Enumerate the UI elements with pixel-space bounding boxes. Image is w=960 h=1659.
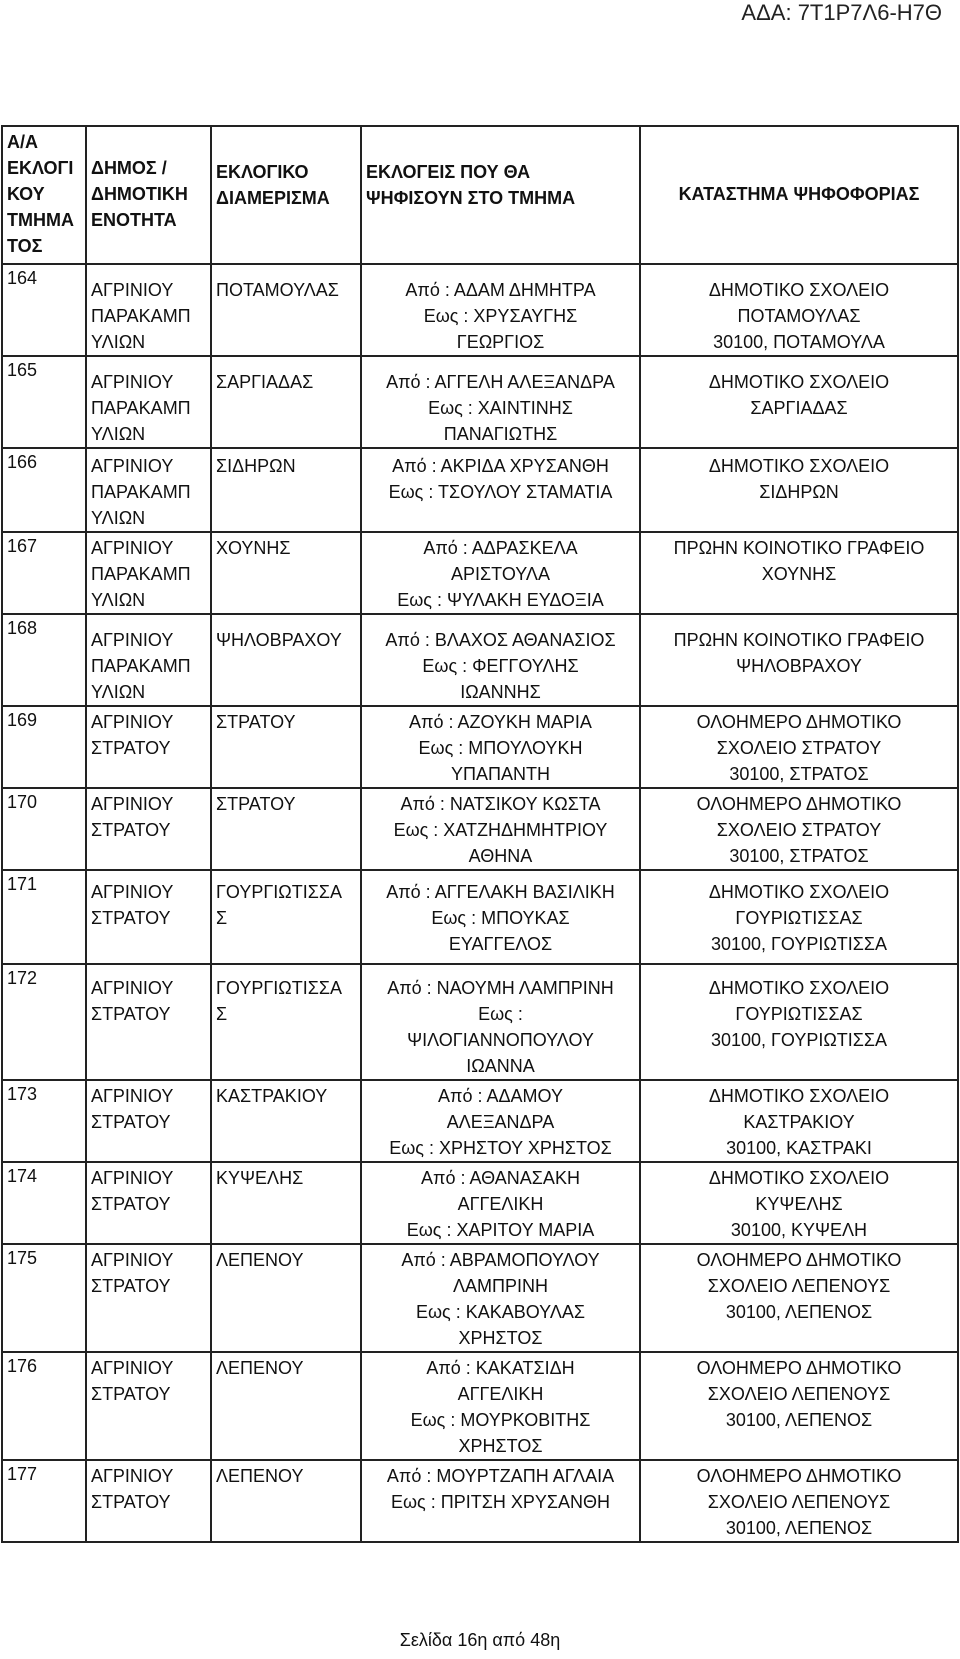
voters-range-line: ΙΩΑΝΝΗΣ [460,682,541,702]
polling-station [640,1244,958,1352]
municipality [86,964,211,1080]
voters-range-line: Από : ΜΟΥΡΤΖΑΠΗ ΑΓΛΑΙΑ [386,1466,615,1486]
table-row [2,1460,958,1542]
electoral-district-line: ΛΕΠΕΝΟΥ [216,1358,304,1378]
municipality [86,264,211,356]
electoral-district [211,1352,361,1460]
municipality-line: ΑΓΡΙΝΙΟΥ [91,456,174,476]
electoral-district [211,614,361,706]
section-number: 171 [2,870,86,964]
municipality [86,1352,211,1460]
voters-range [361,870,640,964]
municipality-line: ΑΓΡΙΝΙΟΥ [91,794,174,814]
polling-station-line: ΠΡΩΗΝ ΚΟΙΝΟΤΙΚΟ ΓΡΑΦΕΙΟ [673,630,925,650]
municipality-line: ΣΤΡΑΤΟΥ [91,820,171,840]
polling-station-line: 30100, ΓΟΥΡΙΩΤΙΣΣΑ [710,934,888,954]
voters-range-line: Από : ΚΑΚΑΤΣΙΔΗ [426,1358,575,1378]
polling-station-line: ΓΟΥΡΙΩΤΙΣΣΑΣ [735,1004,863,1024]
voters-range-line: Από : ΑΘΑΝΑΣΑΚΗ [421,1168,580,1188]
polling-station-line: ΔΗΜΟΤΙΚΟ ΣΧΟΛΕΙΟ [708,882,890,902]
electoral-district-line: ΛΕΠΕΝΟΥ [216,1466,304,1486]
municipality-line: ΠΑΡΑΚΑΜΠ [91,656,191,676]
electoral-district-line: ΧΟΥΝΗΣ [216,538,291,558]
polling-station-line: 30100, ΛΕΠΕΝΟΣ [725,1518,873,1538]
section-number: 167 [2,532,86,614]
voters-range-line: Εως : ΧΡΗΣΤΟΥ ΧΡΗΣΤΟΣ [389,1138,612,1158]
polling-station-line: ΚΑΣΤΡΑΚΙΟΥ [743,1112,855,1132]
electoral-district [211,788,361,870]
voters-range-line: ΓΕΩΡΓΙΟΣ [456,332,545,352]
electoral-district-line: ΓΟΥΡΓΙΩΤΙΣΣΑ [216,882,342,902]
polling-station [640,1352,958,1460]
voters-range-line: Από : ΑΓΓΕΛΗ ΑΛΕΞΑΝΔΡΑ [386,372,615,392]
electoral-district [211,1244,361,1352]
voters-range-line: ΑΡΙΣΤΟΥΛΑ [451,564,550,584]
municipality [86,1244,211,1352]
voters-range-line: ΑΓΓΕΛΙΚΗ [457,1384,544,1404]
polling-station-line: 30100, ΠΟΤΑΜΟΥΛΑ [713,332,885,352]
electoral-district [211,356,361,448]
municipality-line: ΥΛΙΩΝ [91,682,146,702]
polling-station-line: ΟΛΟΗΜΕΡΟ ΔΗΜΟΤΙΚΟ [696,1466,902,1486]
voters-range [361,1080,640,1162]
voters-range-line: Εως : ΜΠΟΥΛΟΥΚΗ [418,738,583,758]
polling-station-line: ΔΗΜΟΤΙΚΟ ΣΧΟΛΕΙΟ [708,1086,890,1106]
section-number: 173 [2,1080,86,1162]
polling-station-line: ΣΑΡΓΙΑΔΑΣ [750,398,848,418]
electoral-district [211,1162,361,1244]
electoral-district [211,448,361,532]
section-number: 172 [2,964,86,1080]
polling-station-line: 30100, ΣΤΡΑΤΟΣ [729,764,869,784]
municipality-line: ΑΓΡΙΝΙΟΥ [91,1358,174,1378]
voters-range-line: Από : ΝΑΟΥΜΗ ΛΑΜΠΡΙΝΗ [387,978,614,998]
municipality [86,448,211,532]
polling-station [640,448,958,532]
municipality-line: ΑΓΡΙΝΙΟΥ [91,978,174,998]
voters-range [361,706,640,788]
municipality-line: ΥΛΙΩΝ [91,508,146,528]
electoral-district-line: ΣΤΡΑΤΟΥ [216,712,296,732]
polling-station-line: ΣΧΟΛΕΙΟ ΣΤΡΑΤΟΥ [716,738,882,758]
table-row [2,532,958,614]
table-row [2,964,958,1080]
voters-range-line: ΙΩΑΝΝΑ [466,1056,535,1076]
polling-station-line: ΧΟΥΝΗΣ [761,564,837,584]
voters-range [361,964,640,1080]
polling-station [640,870,958,964]
municipality [86,1162,211,1244]
section-number: 174 [2,1162,86,1244]
voters-range-line: Από : ΒΛΑΧΟΣ ΑΘΑΝΑΣΙΟΣ [385,630,616,650]
polling-station-line: 30100, ΓΟΥΡΙΩΤΙΣΣΑ [710,1030,888,1050]
electoral-district-line: ΓΟΥΡΓΙΩΤΙΣΣΑ [216,978,342,998]
municipality [86,356,211,448]
section-number: 177 [2,1460,86,1542]
voters-range [361,1162,640,1244]
voters-range [361,1244,640,1352]
municipality-line: ΣΤΡΑΤΟΥ [91,1492,171,1512]
voters-range-line: Εως : ΚΑΚΑΒΟΥΛΑΣ [415,1302,585,1322]
polling-station [640,356,958,448]
polling-station [640,614,958,706]
section-number: 176 [2,1352,86,1460]
municipality-line: ΑΓΡΙΝΙΟΥ [91,1250,174,1270]
polling-station-line: ΔΗΜΟΤΙΚΟ ΣΧΟΛΕΙΟ [708,456,890,476]
voters-range-line: ΧΡΗΣΤΟΣ [458,1328,543,1348]
table-row [2,706,958,788]
electoral-district-line: ΨΗΛΟΒΡΑΧΟΥ [216,630,342,650]
polling-station-line: ΔΗΜΟΤΙΚΟ ΣΧΟΛΕΙΟ [708,372,890,392]
municipality-line: ΑΓΡΙΝΙΟΥ [91,1466,174,1486]
electoral-district-line: ΣΤΡΑΤΟΥ [216,794,296,814]
voters-range-line: ΑΛΕΞΑΝΔΡΑ [446,1112,555,1132]
electoral-district [211,264,361,356]
section-number: 164 [2,264,86,356]
header-municipality: ΔΗΜΟΣ / ΔΗΜΟΤΙΚΗ ΕΝΟΤΗΤΑ [86,126,211,264]
municipality-line: ΠΑΡΑΚΑΜΠ [91,306,191,326]
electoral-district-line: Σ [216,1004,228,1024]
municipality-line: ΠΑΡΑΚΑΜΠ [91,482,191,502]
municipality-line: ΥΛΙΩΝ [91,424,146,444]
voters-range-line: Εως : ΧΡΥΣΑΥΓΗΣ [423,306,578,326]
voters-range-line: Από : ΑΓΓΕΛΑΚΗ ΒΑΣΙΛΙΚΗ [386,882,615,902]
voters-range-line: ΑΘΗΝΑ [468,846,533,866]
table-row [2,1352,958,1460]
voters-range-line: Από : ΑΔΡΑΣΚΕΛΑ [423,538,578,558]
polling-station-line: ΟΛΟΗΜΕΡΟ ΔΗΜΟΤΙΚΟ [696,794,902,814]
municipality-line: ΑΓΡΙΝΙΟΥ [91,372,174,392]
polling-station-line: 30100, ΛΕΠΕΝΟΣ [725,1410,873,1430]
table-row [2,614,958,706]
municipality-line: ΠΑΡΑΚΑΜΠ [91,564,191,584]
polling-station-line: ΣΧΟΛΕΙΟ ΛΕΠΕΝΟΥΣ [707,1384,891,1404]
polling-station [640,788,958,870]
municipality [86,870,211,964]
table-row [2,448,958,532]
electoral-district-line: ΣΙΔΗΡΩΝ [216,456,296,476]
municipality [86,788,211,870]
voters-range-line: Εως : ΧΑΤΖΗΔΗΜΗΤΡΙΟΥ [393,820,608,840]
polling-station [640,532,958,614]
voters-range [361,356,640,448]
voters-range-line: Εως : ΨΥΛΑΚΗ ΕΥΔΟΞΙΑ [397,590,604,610]
table-row [2,788,958,870]
municipality-line: ΑΓΡΙΝΙΟΥ [91,280,174,300]
voters-range-line: ΛΑΜΠΡΙΝΗ [452,1276,549,1296]
polling-station-line: ΟΛΟΗΜΕΡΟ ΔΗΜΟΤΙΚΟ [696,1358,902,1378]
municipality-line: ΣΤΡΑΤΟΥ [91,738,171,758]
municipality-line: ΠΑΡΑΚΑΜΠ [91,398,191,418]
electoral-district-line: Σ [216,908,228,928]
polling-station-line: 30100, ΚΥΨΕΛΗ [730,1220,868,1240]
municipality-line: ΑΓΡΙΝΙΟΥ [91,712,174,732]
ada-code: ΑΔΑ: 7Τ1Ρ7Λ6-Η7Θ [741,0,942,25]
polling-station [640,1080,958,1162]
table-header-row [2,126,958,264]
electoral-district [211,532,361,614]
table-row [2,1244,958,1352]
voters-range-line: Εως : ΠΡΙΤΣΗ ΧΡΥΣΑΝΘΗ [390,1492,610,1512]
voters-range-line: ΠΑΝΑΓΙΩΤΗΣ [443,424,558,444]
table-row [2,356,958,448]
page-footer: Σελίδα 16η από 48η [399,1630,561,1650]
voters-range-line: Εως : ΧΑΙΝΤΙΝΗΣ [428,398,573,418]
municipality-line: ΥΛΙΩΝ [91,590,146,610]
voters-range-line: ΨΙΛΟΓΙΑΝΝΟΠΟΥΛΟΥ [407,1030,594,1050]
electoral-district-line: ΛΕΠΕΝΟΥ [216,1250,304,1270]
polling-station-line: 30100, ΣΤΡΑΤΟΣ [729,846,869,866]
polling-station [640,1460,958,1542]
municipality [86,532,211,614]
header-voters: ΕΚΛΟΓΕΙΣ ΠΟΥ ΘΑ ΨΗΦΙΣΟΥΝ ΣΤΟ ΤΜΗΜΑ [361,126,640,264]
voters-range-line: ΥΠΑΠΑΝΤΗ [450,764,550,784]
electoral-district-line: ΚΑΣΤΡΑΚΙΟΥ [216,1086,328,1106]
voters-range [361,614,640,706]
municipality-line: ΣΤΡΑΤΟΥ [91,1384,171,1404]
polling-station-line: ΟΛΟΗΜΕΡΟ ΔΗΜΟΤΙΚΟ [696,1250,902,1270]
voters-range-line: Εως : ΤΣΟΥΛΟΥ ΣΤΑΜΑΤΙΑ [388,482,613,502]
electoral-district-line: ΚΥΨΕΛΗΣ [216,1168,304,1188]
header-electoral-district: ΕΚΛΟΓΙΚΟ ΔΙΑΜΕΡΙΣΜΑ [211,126,361,264]
polling-station [640,706,958,788]
voters-range [361,1460,640,1542]
municipality-line: ΑΓΡΙΝΙΟΥ [91,630,174,650]
polling-stations-table [1,125,959,1543]
municipality-line: ΑΓΡΙΝΙΟΥ [91,1086,174,1106]
electoral-district [211,870,361,964]
voters-range-line: ΑΓΓΕΛΙΚΗ [457,1194,544,1214]
polling-station-line: ΓΟΥΡΙΩΤΙΣΣΑΣ [735,908,863,928]
voters-range-line: Από : ΑΔΑΜΟΥ [438,1086,563,1106]
polling-station-line: ΚΥΨΕΛΗΣ [755,1194,843,1214]
polling-station-line: ΣΧΟΛΕΙΟ ΣΤΡΑΤΟΥ [716,820,882,840]
voters-range-line: Εως : ΜΠΟΥΚΑΣ [431,908,570,928]
polling-station-line: ΔΗΜΟΤΙΚΟ ΣΧΟΛΕΙΟ [708,1168,890,1188]
polling-station-line: ΣΙΔΗΡΩΝ [759,482,839,502]
polling-station-line: 30100, ΛΕΠΕΝΟΣ [725,1302,873,1322]
header-section-number: Α/Α ΕΚΛΟΓΙ ΚΟΥ ΤΜΗΜΑ ΤΟΣ [2,126,86,264]
section-number: 166 [2,448,86,532]
voters-range-line: Από : ΑΔΑΜ ΔΗΜΗΤΡΑ [405,280,596,300]
municipality-line: ΑΓΡΙΝΙΟΥ [91,1168,174,1188]
polling-station [640,1162,958,1244]
municipality-line: ΣΤΡΑΤΟΥ [91,1276,171,1296]
municipality [86,1080,211,1162]
municipality-line: ΣΤΡΑΤΟΥ [91,1194,171,1214]
municipality [86,1460,211,1542]
section-number: 169 [2,706,86,788]
voters-range [361,788,640,870]
polling-station-line: ΟΛΟΗΜΕΡΟ ΔΗΜΟΤΙΚΟ [696,712,902,732]
section-number: 170 [2,788,86,870]
polling-station [640,964,958,1080]
polling-station-line: ΔΗΜΟΤΙΚΟ ΣΧΟΛΕΙΟ [708,280,890,300]
voters-range-line: Από : ΝΑΤΣΙΚΟΥ ΚΩΣΤΑ [400,794,601,814]
municipality [86,614,211,706]
voters-range [361,448,640,532]
polling-station [640,264,958,356]
polling-station-line: ΣΧΟΛΕΙΟ ΛΕΠΕΝΟΥΣ [707,1492,891,1512]
table-row [2,870,958,964]
table-row [2,1080,958,1162]
section-number: 165 [2,356,86,448]
polling-station-line: ΣΧΟΛΕΙΟ ΛΕΠΕΝΟΥΣ [707,1276,891,1296]
electoral-district-line: ΣΑΡΓΙΑΔΑΣ [216,372,314,392]
section-number: 175 [2,1244,86,1352]
electoral-district-line: ΠΟΤΑΜΟΥΛΑΣ [216,280,339,300]
polling-station-line: ΠΡΩΗΝ ΚΟΙΝΟΤΙΚΟ ΓΡΑΦΕΙΟ [673,538,925,558]
electoral-district [211,1080,361,1162]
voters-range-line: Εως : ΧΑΡΙΤΟΥ ΜΑΡΙΑ [406,1220,595,1240]
polling-station-line: 30100, ΚΑΣΤΡΑΚΙ [726,1138,872,1158]
voters-range-line: ΕΥΑΓΓΕΛΟΣ [448,934,553,954]
voters-range-line: Από : ΑΖΟΥΚΗ ΜΑΡΙΑ [409,712,592,732]
voters-range [361,264,640,356]
municipality [86,706,211,788]
electoral-district [211,706,361,788]
municipality-line: ΥΛΙΩΝ [91,332,146,352]
municipality-line: ΣΤΡΑΤΟΥ [91,1112,171,1132]
voters-range-line: Εως : ΜΟΥΡΚΟΒΙΤΗΣ [410,1410,591,1430]
voters-range-line: ΧΡΗΣΤΟΣ [458,1436,543,1456]
header-polling-station: ΚΑΤΑΣΤΗΜΑ ΨΗΦΟΦΟΡΙΑΣ [640,126,958,264]
voters-range-line: Από : ΑΚΡΙΔΑ ΧΡΥΣΑΝΘΗ [392,456,609,476]
polling-station-line: ΨΗΛΟΒΡΑΧΟΥ [736,656,862,676]
electoral-district [211,1460,361,1542]
voters-range [361,1352,640,1460]
voters-range-line: Εως : [478,1004,523,1024]
voters-range-line: Από : ΑΒΡΑΜΟΠΟΥΛΟΥ [401,1250,600,1270]
electoral-district [211,964,361,1080]
voters-range [361,532,640,614]
table-body [2,264,958,1542]
municipality-line: ΑΓΡΙΝΙΟΥ [91,538,174,558]
section-number: 168 [2,614,86,706]
polling-station-line: ΔΗΜΟΤΙΚΟ ΣΧΟΛΕΙΟ [708,978,890,998]
municipality-line: ΣΤΡΑΤΟΥ [91,1004,171,1024]
voters-range-line: Εως : ΦΕΓΓΟΥΛΗΣ [422,656,579,676]
municipality-line: ΣΤΡΑΤΟΥ [91,908,171,928]
table-row [2,264,958,356]
municipality-line: ΑΓΡΙΝΙΟΥ [91,882,174,902]
polling-station-line: ΠΟΤΑΜΟΥΛΑΣ [737,306,861,326]
table-row [2,1162,958,1244]
